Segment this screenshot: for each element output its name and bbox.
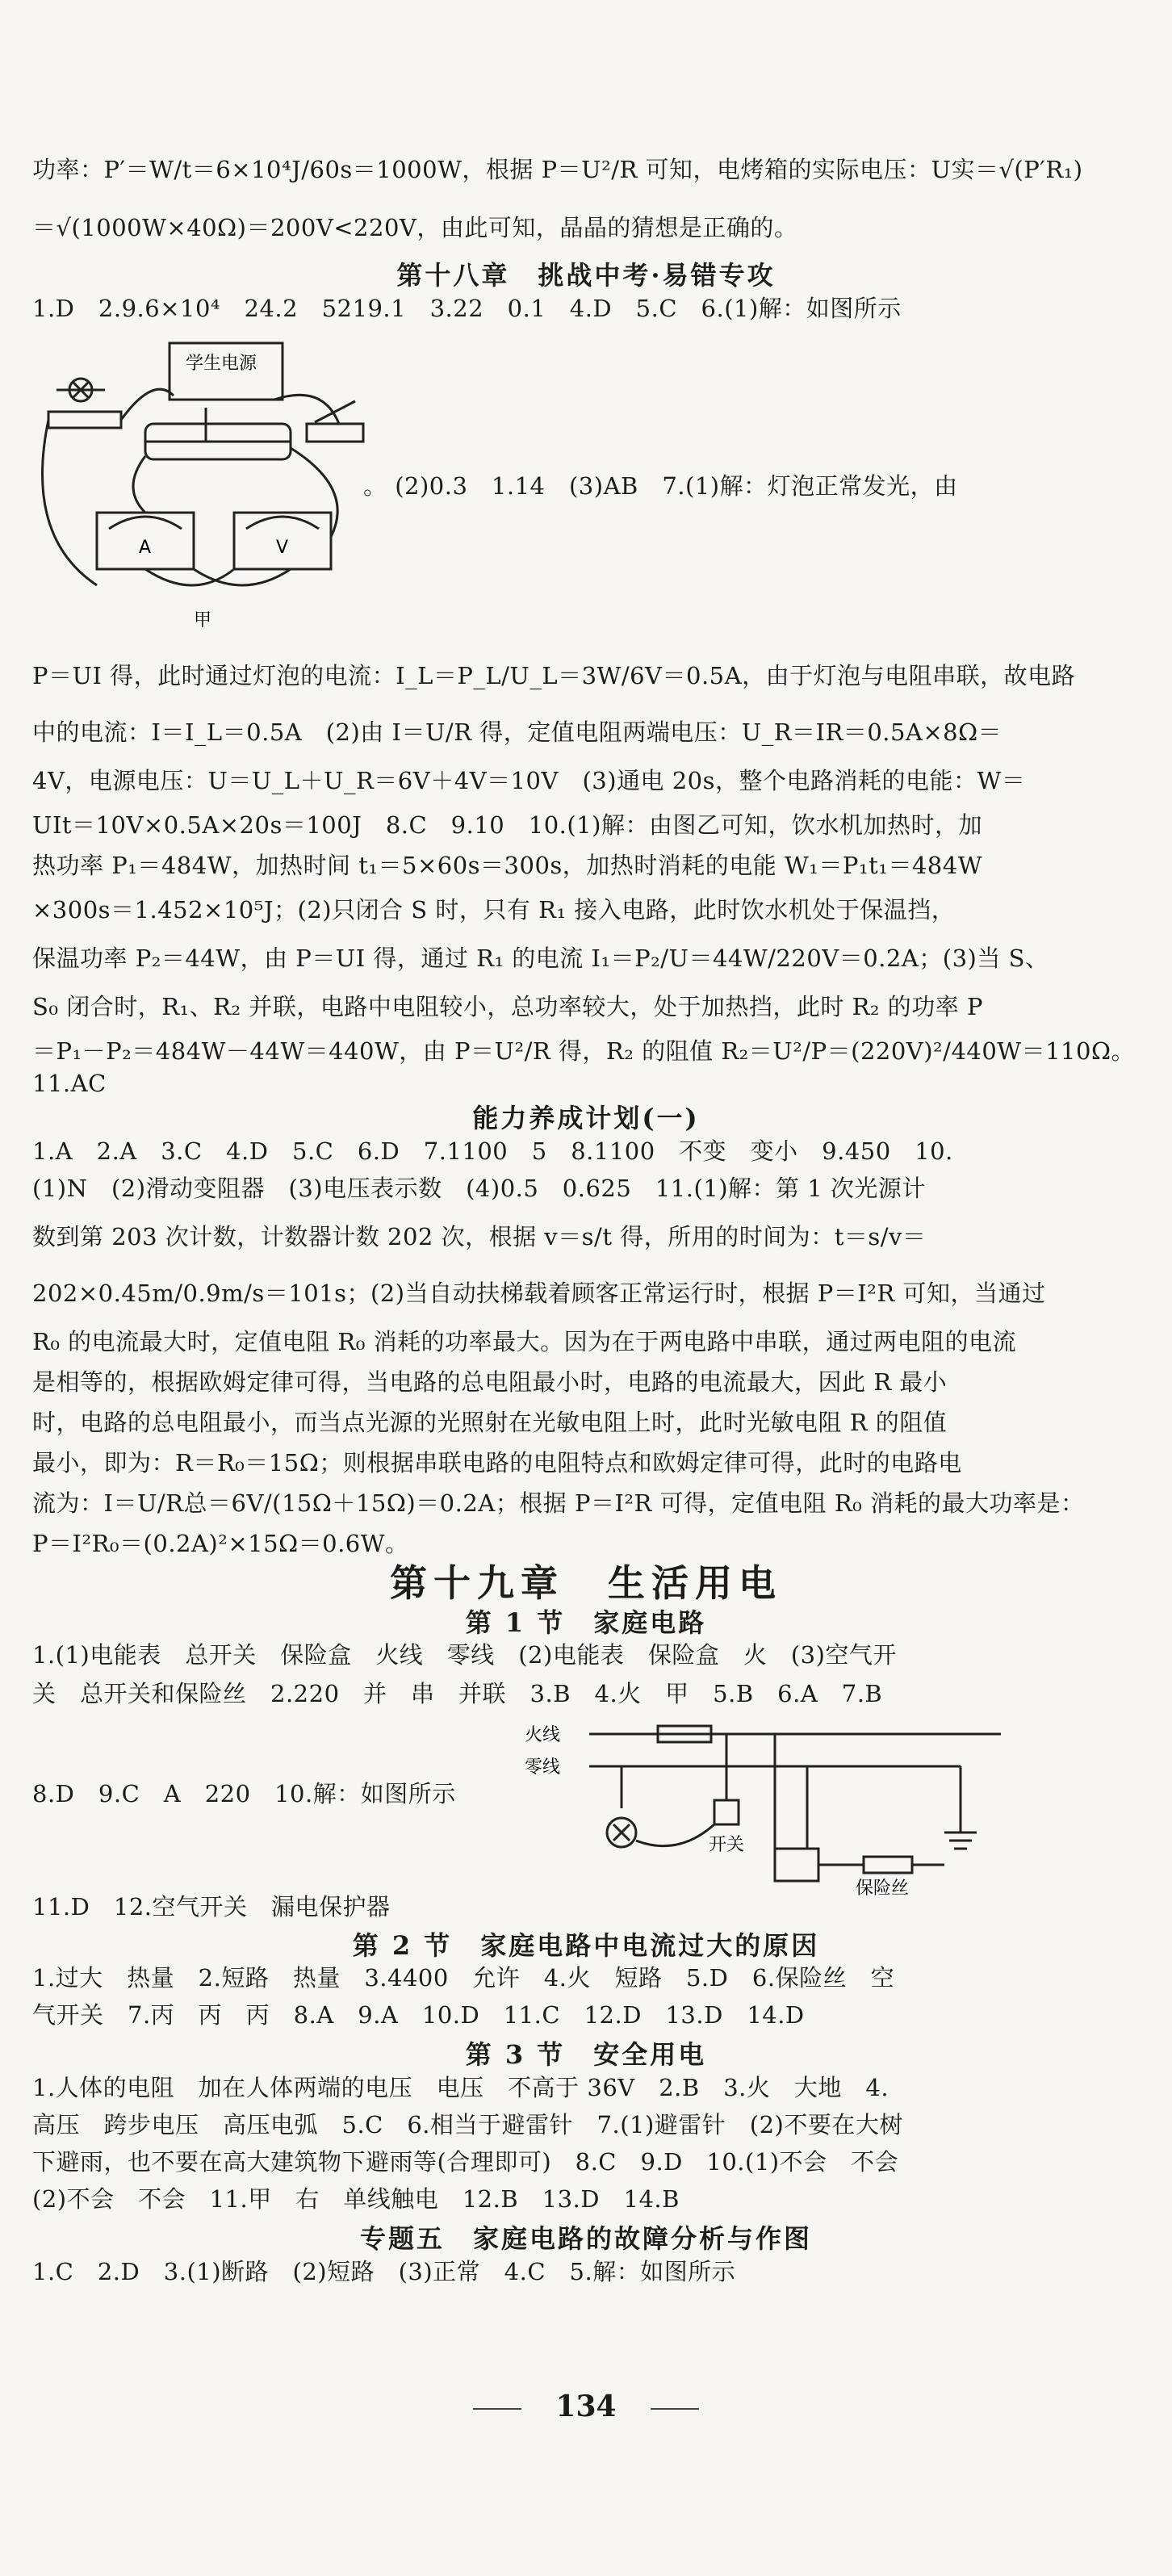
page-number: 134 xyxy=(555,2390,617,2423)
circuit-diagram-jia xyxy=(32,327,371,634)
fuse-label: 保险丝 xyxy=(856,1879,910,1897)
text-line: 1.C 2.D 3.(1)断路 (2)短路 (3)正常 4.C 5.解：如图所示 xyxy=(32,2258,736,2285)
text-line: 高压 跨步电压 高压电弧 5.C 6.相当于避雷针 7.(1)避雷针 (2)不要在大树 xyxy=(32,2111,903,2138)
topic-5-heading: 专题五 家庭电路的故障分析与作图 xyxy=(359,2223,812,2254)
ammeter-label: A xyxy=(139,538,152,558)
text-line: 1.过大 热量 2.短路 热量 3.4400 允许 4.火 短路 5.D 6.保险丝 空 xyxy=(32,1964,895,1992)
text-line: 数到第 203 次计数，计数器计数 202 次，根据 v＝s/t 得，所用的时间为：t＝s/v＝ xyxy=(32,1223,927,1250)
text-line: 8.D 9.C A 220 10.解：如图所示 xyxy=(32,1780,456,1807)
text-line: 最小，即为：R＝R₀＝15Ω；则根据串联电路的电阻特点和欧姆定律可得，此时的电路电 xyxy=(32,1449,962,1476)
text-line: UIt＝10V×0.5A×20s＝100J 8.C 9.10 10.(1)解：由图乙可知，饮水机加热时，加 xyxy=(32,811,982,839)
text-line: 1.A 2.A 3.C 4.D 5.C 6.D 7.1100 5 8.1100 不变 变小 9.450 10. xyxy=(32,1137,953,1165)
live-wire-label: 火线 xyxy=(525,1725,561,1745)
text-line: 保温功率 P₂＝44W，由 P＝UI 得，通过 R₁ 的电流 I₁＝P₂/U＝44W/220V＝0.2A；(3)当 S、 xyxy=(32,945,1049,972)
text-line: (1)N (2)滑动变阻器 (3)电压表示数 (4)0.5 0.625 11.(1)解：第 1 次光源计 xyxy=(32,1175,926,1202)
text-line: 功率：P′＝W/t＝6×10⁴J/60s＝1000W，根据 P＝U²/R 可知，电烤箱的实际电压：U实＝√(P′R₁) xyxy=(32,156,1083,183)
text-line: 1.(1)电能表 总开关 保险盒 火线 零线 (2)电能表 保险盒 火 (3)空气开 xyxy=(32,1641,897,1669)
voltmeter-label: V xyxy=(276,538,289,558)
text-line: 。 (2)0.3 1.14 (3)AB 7.(1)解：灯泡正常发光，由 xyxy=(363,472,958,500)
neutral-wire-label: 零线 xyxy=(525,1757,561,1778)
text-line: 1.D 2.9.6×10⁴ 24.2 5219.1 3.22 0.1 4.D 5.C 6.(1)解：如图所示 xyxy=(32,295,902,322)
text-line: 1.人体的电阻 加在人体两端的电压 电压 不高于 36V 2.B 3.火 大地 4. xyxy=(32,2074,889,2101)
text-line: S₀ 闭合时，R₁、R₂ 并联，电路中电阻较小，总功率较大，处于加热挡，此时 R₂ 的功率 P xyxy=(32,993,983,1020)
text-line: 11.AC xyxy=(32,1070,107,1097)
text-line: 11.D 12.空气开关 漏电保护器 xyxy=(32,1893,391,1920)
switch-label: 开关 xyxy=(709,1835,745,1855)
text-line: ×300s＝1.452×10⁵J；(2)只闭合 S 时，只有 R₁ 接入电路，此时饮水机处于保温挡， xyxy=(32,896,956,924)
text-line: 是相等的，根据欧姆定律可得，当电路的总电阻最小时，电路的电流最大，因此 R 最小 xyxy=(32,1368,948,1396)
text-line: (2)不会 不会 11.甲 右 单线触电 12.B 13.D 14.B xyxy=(32,2185,680,2213)
section-2-heading: 第 2 节 家庭电路中电流过大的原因 xyxy=(352,1930,820,1961)
text-line: 关 总开关和保险丝 2.220 并 串 并联 3.B 4.火 甲 5.B 6.A 7.B xyxy=(32,1680,883,1707)
figure-caption: 甲 xyxy=(194,610,212,630)
text-line: ＝√(1000W×40Ω)＝200V<220V，由此可知，晶晶的猜想是正确的。 xyxy=(32,214,798,241)
footer-rule-right xyxy=(651,2408,699,2410)
text-line: P＝I²R₀＝(0.2A)²×15Ω＝0.6W。 xyxy=(32,1530,409,1557)
power-supply-label: 学生电源 xyxy=(186,354,257,374)
text-line: 气开关 7.丙 丙 丙 8.A 9.A 10.D 11.C 12.D 13.D 14.D xyxy=(32,2001,805,2029)
footer-rule-left xyxy=(473,2408,521,2410)
chapter-19-heading: 第十九章 生活用电 xyxy=(390,1561,782,1605)
text-line: P＝UI 得，此时通过灯泡的电流：I_L＝P_L/U_L＝3W/6V＝0.5A，由于灯泡与电阻串联，故电路 xyxy=(32,662,1076,689)
text-line: 热功率 P₁＝484W，加热时间 t₁＝5×60s＝300s，加热时消耗的电能 W₁＝P₁t₁＝484W xyxy=(32,852,983,879)
socket xyxy=(775,1849,818,1881)
text-line: 下避雨，也不要在高大建筑物下避雨等(合理即可) 8.C 9.D 10.(1)不会 不会 xyxy=(32,2148,899,2176)
text-line: 4V，电源电压：U＝U_L＋U_R＝6V＋4V＝10V (3)通电 20s，整个电路消耗的电能：W＝ xyxy=(32,767,1026,794)
fuse-bottom xyxy=(864,1857,912,1873)
chapter-18-heading: 第十八章 挑战中考·易错专攻 xyxy=(396,260,776,291)
text-line: ＝P₁－P₂＝484W－44W＝440W，由 P＝U²/R 得，R₂ 的阻值 R₂＝U²/P＝(220V)²/440W＝110Ω。 xyxy=(32,1037,1136,1065)
text-line: 中的电流：I＝I_L＝0.5A (2)由 I＝U/R 得，定值电阻两端电压：U_R＝IR＝0.5A×8Ω＝ xyxy=(32,718,1002,746)
section-1-heading: 第 1 节 家庭电路 xyxy=(465,1607,707,1638)
text-line: 流为：I＝U/R总＝6V/(15Ω＋15Ω)＝0.2A；根据 P＝I²R 可得，定值电阻 R₀ 消耗的最大功率是： xyxy=(32,1489,1085,1517)
text-line: R₀ 的电流最大时，定值电阻 R₀ 消耗的功率最大。因为在于两电路中串联，通过两电阻的电流 xyxy=(32,1328,1017,1355)
section-3-heading: 第 3 节 安全用电 xyxy=(465,2039,707,2070)
page-footer xyxy=(0,2390,1172,2423)
ability-plan-heading: 能力养成计划(一) xyxy=(472,1103,700,1133)
text-line: 时，电路的总电阻最小，而当点光源的光照射在光敏电阻上时，此时光敏电阻 R 的阻值 xyxy=(32,1409,948,1436)
text-line: 202×0.45m/0.9m/s＝101s；(2)当自动扶梯载着顾客正常运行时，根据 P＝I²R 可知，当通过 xyxy=(32,1280,1046,1307)
